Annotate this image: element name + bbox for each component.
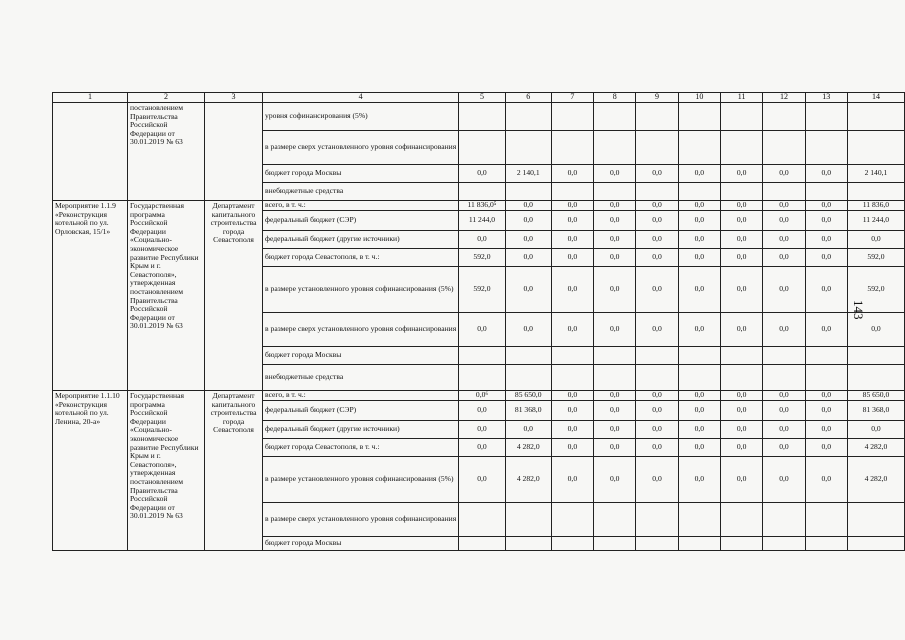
value-cell: 0,0 — [805, 391, 847, 401]
source-label: федеральный бюджет (другие источники) — [263, 231, 459, 249]
value-cell — [636, 503, 678, 537]
value-cell — [459, 365, 506, 391]
value-cell: 0,0 — [720, 267, 762, 313]
value-cell — [678, 103, 720, 131]
value-cell: 0,0 — [551, 401, 593, 421]
value-cell: 0,0 — [805, 313, 847, 347]
measure-cell — [53, 103, 128, 201]
value-cell: 0,0 — [763, 211, 805, 231]
value-cell: 592,0 — [459, 249, 506, 267]
value-cell: 0,0 — [678, 201, 720, 211]
value-cell: 0,0⁶ — [459, 391, 506, 401]
value-cell — [505, 131, 551, 165]
source-label: бюджет города Москвы — [263, 347, 459, 365]
source-label: федеральный бюджет (СЭР) — [263, 211, 459, 231]
value-cell: 0,0 — [594, 457, 636, 503]
value-cell: 0,0 — [720, 249, 762, 267]
value-cell — [594, 537, 636, 551]
column-number: 6 — [505, 93, 551, 103]
value-cell — [805, 103, 847, 131]
value-cell: 592,0 — [459, 267, 506, 313]
column-number: 12 — [763, 93, 805, 103]
value-cell — [805, 183, 847, 201]
value-cell: 0,0 — [594, 231, 636, 249]
value-cell — [763, 131, 805, 165]
value-cell: 0,0 — [594, 249, 636, 267]
value-cell: 0,0 — [678, 457, 720, 503]
column-number: 4 — [263, 93, 459, 103]
value-cell — [678, 365, 720, 391]
value-cell — [636, 131, 678, 165]
value-cell: 0,0 — [636, 313, 678, 347]
value-cell: 0,0 — [594, 313, 636, 347]
value-cell: 0,0 — [459, 165, 506, 183]
value-cell: 11 836,0⁵ — [459, 201, 506, 211]
value-cell: 0,0 — [805, 457, 847, 503]
program-cell: постановлением Правительства Российской Федерации от 30.01.2019 № 63 — [128, 103, 205, 201]
value-cell: 0,0 — [459, 457, 506, 503]
page-number: 143 — [851, 300, 866, 320]
value-cell — [720, 103, 762, 131]
value-cell — [505, 347, 551, 365]
value-cell: 0,0 — [720, 313, 762, 347]
value-cell — [594, 347, 636, 365]
value-cell: 0,0 — [720, 211, 762, 231]
value-cell: 0,0 — [551, 211, 593, 231]
value-cell: 0,0 — [763, 231, 805, 249]
value-cell: 0,0 — [505, 211, 551, 231]
value-cell: 0,0 — [847, 231, 904, 249]
value-cell: 0,0 — [720, 457, 762, 503]
value-cell — [720, 131, 762, 165]
value-cell — [551, 503, 593, 537]
column-number: 5 — [459, 93, 506, 103]
source-label: в размере установленного уровня софинансирования (5%) — [263, 457, 459, 503]
value-cell — [459, 131, 506, 165]
value-cell — [636, 103, 678, 131]
value-cell: 0,0 — [594, 391, 636, 401]
source-label: внебюджетные средства — [263, 365, 459, 391]
value-cell: 0,0 — [551, 457, 593, 503]
value-cell — [678, 537, 720, 551]
value-cell — [459, 503, 506, 537]
value-cell — [505, 537, 551, 551]
value-cell: 0,0 — [551, 391, 593, 401]
executor-cell: Департамент капитального строительства города Севастополя — [205, 391, 263, 551]
value-cell — [847, 365, 904, 391]
value-cell: 0,0 — [763, 249, 805, 267]
value-cell: 11 244,0 — [847, 211, 904, 231]
value-cell — [636, 183, 678, 201]
value-cell — [505, 365, 551, 391]
value-cell: 0,0 — [805, 211, 847, 231]
value-cell: 0,0 — [720, 201, 762, 211]
value-cell — [847, 131, 904, 165]
value-cell — [763, 365, 805, 391]
value-cell — [505, 103, 551, 131]
value-cell: 0,0 — [551, 201, 593, 211]
value-cell — [459, 183, 506, 201]
value-cell: 0,0 — [505, 201, 551, 211]
value-cell: 0,0 — [678, 249, 720, 267]
value-cell: 0,0 — [763, 421, 805, 439]
value-cell — [678, 503, 720, 537]
value-cell — [678, 183, 720, 201]
value-cell: 0,0 — [459, 421, 506, 439]
value-cell: 0,0 — [551, 231, 593, 249]
column-number: 2 — [128, 93, 205, 103]
value-cell — [763, 183, 805, 201]
value-cell: 0,0 — [636, 249, 678, 267]
value-cell: 0,0 — [459, 401, 506, 421]
value-cell: 0,0 — [805, 401, 847, 421]
value-cell — [551, 103, 593, 131]
value-cell — [847, 103, 904, 131]
value-cell — [551, 183, 593, 201]
value-cell: 0,0 — [636, 231, 678, 249]
value-cell: 0,0 — [763, 439, 805, 457]
value-cell — [720, 503, 762, 537]
source-label: бюджет города Севастополя, в т. ч.: — [263, 249, 459, 267]
table-body — [53, 93, 905, 551]
value-cell: 0,0 — [551, 421, 593, 439]
source-label: в размере сверх установленного уровня софинансирования — [263, 503, 459, 537]
budget-table — [52, 92, 905, 551]
value-cell: 0,0 — [594, 401, 636, 421]
value-cell — [594, 183, 636, 201]
value-cell: 0,0 — [805, 267, 847, 313]
source-label: федеральный бюджет (СЭР) — [263, 401, 459, 421]
value-cell: 0,0 — [636, 457, 678, 503]
value-cell — [459, 103, 506, 131]
source-label: внебюджетные средства — [263, 183, 459, 201]
program-cell: Государственная программа Российской Федерации «Социально-экономическое развитие Республики Крым и г. Севастополя», утвержденная постановлением Правительства Российской Федерации от 30.01.2019 № 63 — [128, 201, 205, 391]
value-cell: 0,0 — [720, 421, 762, 439]
value-cell — [847, 183, 904, 201]
value-cell — [720, 183, 762, 201]
value-cell — [720, 347, 762, 365]
source-label: в размере сверх установленного уровня софинансирования — [263, 313, 459, 347]
value-cell: 0,0 — [763, 165, 805, 183]
value-cell: 0,0 — [636, 201, 678, 211]
value-cell: 4 282,0 — [505, 439, 551, 457]
measure-cell: Мероприятие 1.1.9 «Реконструкция котельной по ул. Орловская, 15/1» — [53, 201, 128, 391]
value-cell: 0,0 — [636, 211, 678, 231]
value-cell: 0,0 — [505, 249, 551, 267]
value-cell: 0,0 — [551, 439, 593, 457]
executor-cell — [205, 103, 263, 201]
value-cell: 592,0 — [847, 249, 904, 267]
value-cell — [636, 537, 678, 551]
value-cell: 0,0 — [847, 313, 904, 347]
value-cell: 0,0 — [720, 439, 762, 457]
value-cell: 81 368,0 — [847, 401, 904, 421]
source-label: уровня софинансирования (5%) — [263, 103, 459, 131]
column-number: 1 — [53, 93, 128, 103]
value-cell — [459, 347, 506, 365]
value-cell: 0,0 — [678, 421, 720, 439]
value-cell: 0,0 — [594, 421, 636, 439]
value-cell: 0,0 — [678, 313, 720, 347]
value-cell — [551, 131, 593, 165]
value-cell — [805, 365, 847, 391]
value-cell — [636, 365, 678, 391]
value-cell: 85 650,0 — [847, 391, 904, 401]
program-cell: Государственная программа Российской Федерации «Социально-экономическое развитие Республики Крым и г. Севастополя», утвержденная постановлением Правительства Российской Федерации от 30.01.2019 № 63 — [128, 391, 205, 551]
value-cell: 4 282,0 — [847, 439, 904, 457]
value-cell: 0,0 — [678, 231, 720, 249]
value-cell — [505, 183, 551, 201]
value-cell — [805, 131, 847, 165]
source-label: бюджет города Москвы — [263, 165, 459, 183]
source-label: в размере сверх установленного уровня софинансирования — [263, 131, 459, 165]
value-cell: 0,0 — [720, 231, 762, 249]
value-cell: 0,0 — [678, 211, 720, 231]
value-cell: 0,0 — [636, 421, 678, 439]
value-cell: 0,0 — [459, 439, 506, 457]
value-cell: 0,0 — [805, 249, 847, 267]
value-cell: 0,0 — [763, 201, 805, 211]
value-cell — [594, 503, 636, 537]
source-label: федеральный бюджет (другие источники) — [263, 421, 459, 439]
value-cell — [636, 347, 678, 365]
value-cell: 0,0 — [594, 267, 636, 313]
column-number: 3 — [205, 93, 263, 103]
value-cell — [720, 365, 762, 391]
value-cell — [594, 131, 636, 165]
column-number: 14 — [847, 93, 904, 103]
measure-cell: Мероприятие 1.1.10 «Реконструкция котельной по ул. Ленина, 20-а» — [53, 391, 128, 551]
value-cell: 0,0 — [678, 267, 720, 313]
value-cell: 0,0 — [720, 165, 762, 183]
value-cell — [763, 537, 805, 551]
value-cell: 0,0 — [505, 313, 551, 347]
value-cell — [505, 503, 551, 537]
value-cell: 0,0 — [847, 421, 904, 439]
value-cell — [551, 537, 593, 551]
value-cell: 85 650,0 — [505, 391, 551, 401]
value-cell: 0,0 — [551, 249, 593, 267]
value-cell: 2 140,1 — [847, 165, 904, 183]
value-cell — [678, 347, 720, 365]
column-number: 10 — [678, 93, 720, 103]
value-cell: 0,0 — [459, 313, 506, 347]
value-cell: 2 140,1 — [505, 165, 551, 183]
source-label: бюджет города Севастополя, в т. ч.: — [263, 439, 459, 457]
executor-cell: Департамент капитального строительства города Севастополя — [205, 201, 263, 391]
value-cell — [847, 503, 904, 537]
value-cell — [594, 103, 636, 131]
value-cell: 0,0 — [805, 231, 847, 249]
column-number: 11 — [720, 93, 762, 103]
value-cell: 0,0 — [805, 201, 847, 211]
value-cell: 0,0 — [763, 401, 805, 421]
column-number: 9 — [636, 93, 678, 103]
value-cell: 0,0 — [459, 231, 506, 249]
value-cell: 0,0 — [636, 267, 678, 313]
value-cell: 11 244,0 — [459, 211, 506, 231]
value-cell — [847, 347, 904, 365]
value-cell: 0,0 — [551, 165, 593, 183]
value-cell: 0,0 — [678, 165, 720, 183]
value-cell — [720, 537, 762, 551]
value-cell — [847, 537, 904, 551]
column-number: 8 — [594, 93, 636, 103]
value-cell — [805, 503, 847, 537]
value-cell: 0,0 — [636, 439, 678, 457]
value-cell — [763, 103, 805, 131]
value-cell: 0,0 — [763, 313, 805, 347]
value-cell — [763, 503, 805, 537]
value-cell: 0,0 — [594, 201, 636, 211]
value-cell — [763, 347, 805, 365]
value-cell — [678, 131, 720, 165]
value-cell: 0,0 — [594, 165, 636, 183]
value-cell — [459, 537, 506, 551]
value-cell — [551, 347, 593, 365]
value-cell: 4 282,0 — [847, 457, 904, 503]
value-cell — [805, 537, 847, 551]
value-cell: 0,0 — [594, 439, 636, 457]
value-cell: 11 836,0 — [847, 201, 904, 211]
value-cell: 592,0 — [847, 267, 904, 313]
value-cell: 0,0 — [720, 391, 762, 401]
value-cell — [551, 365, 593, 391]
value-cell: 0,0 — [551, 267, 593, 313]
value-cell: 0,0 — [505, 267, 551, 313]
value-cell: 0,0 — [594, 211, 636, 231]
value-cell: 0,0 — [678, 391, 720, 401]
table-row — [53, 103, 905, 131]
column-number: 7 — [551, 93, 593, 103]
value-cell: 0,0 — [763, 391, 805, 401]
value-cell — [594, 365, 636, 391]
source-label: всего, в т. ч.: — [263, 201, 459, 211]
table-row — [53, 201, 905, 211]
value-cell: 0,0 — [805, 421, 847, 439]
value-cell: 4 282,0 — [505, 457, 551, 503]
header-row — [53, 93, 905, 103]
value-cell: 0,0 — [678, 439, 720, 457]
value-cell: 0,0 — [505, 421, 551, 439]
value-cell — [805, 347, 847, 365]
value-cell: 0,0 — [763, 457, 805, 503]
value-cell: 0,0 — [636, 165, 678, 183]
value-cell: 0,0 — [636, 401, 678, 421]
source-label: бюджет города Москвы — [263, 537, 459, 551]
value-cell: 0,0 — [763, 267, 805, 313]
value-cell: 0,0 — [805, 439, 847, 457]
value-cell: 0,0 — [805, 165, 847, 183]
value-cell: 0,0 — [505, 231, 551, 249]
value-cell: 0,0 — [551, 313, 593, 347]
value-cell: 81 368,0 — [505, 401, 551, 421]
table-row — [53, 391, 905, 401]
column-number: 13 — [805, 93, 847, 103]
value-cell: 0,0 — [636, 391, 678, 401]
source-label: в размере установленного уровня софинансирования (5%) — [263, 267, 459, 313]
value-cell: 0,0 — [720, 401, 762, 421]
source-label: всего, в т. ч.: — [263, 391, 459, 401]
value-cell: 0,0 — [678, 401, 720, 421]
